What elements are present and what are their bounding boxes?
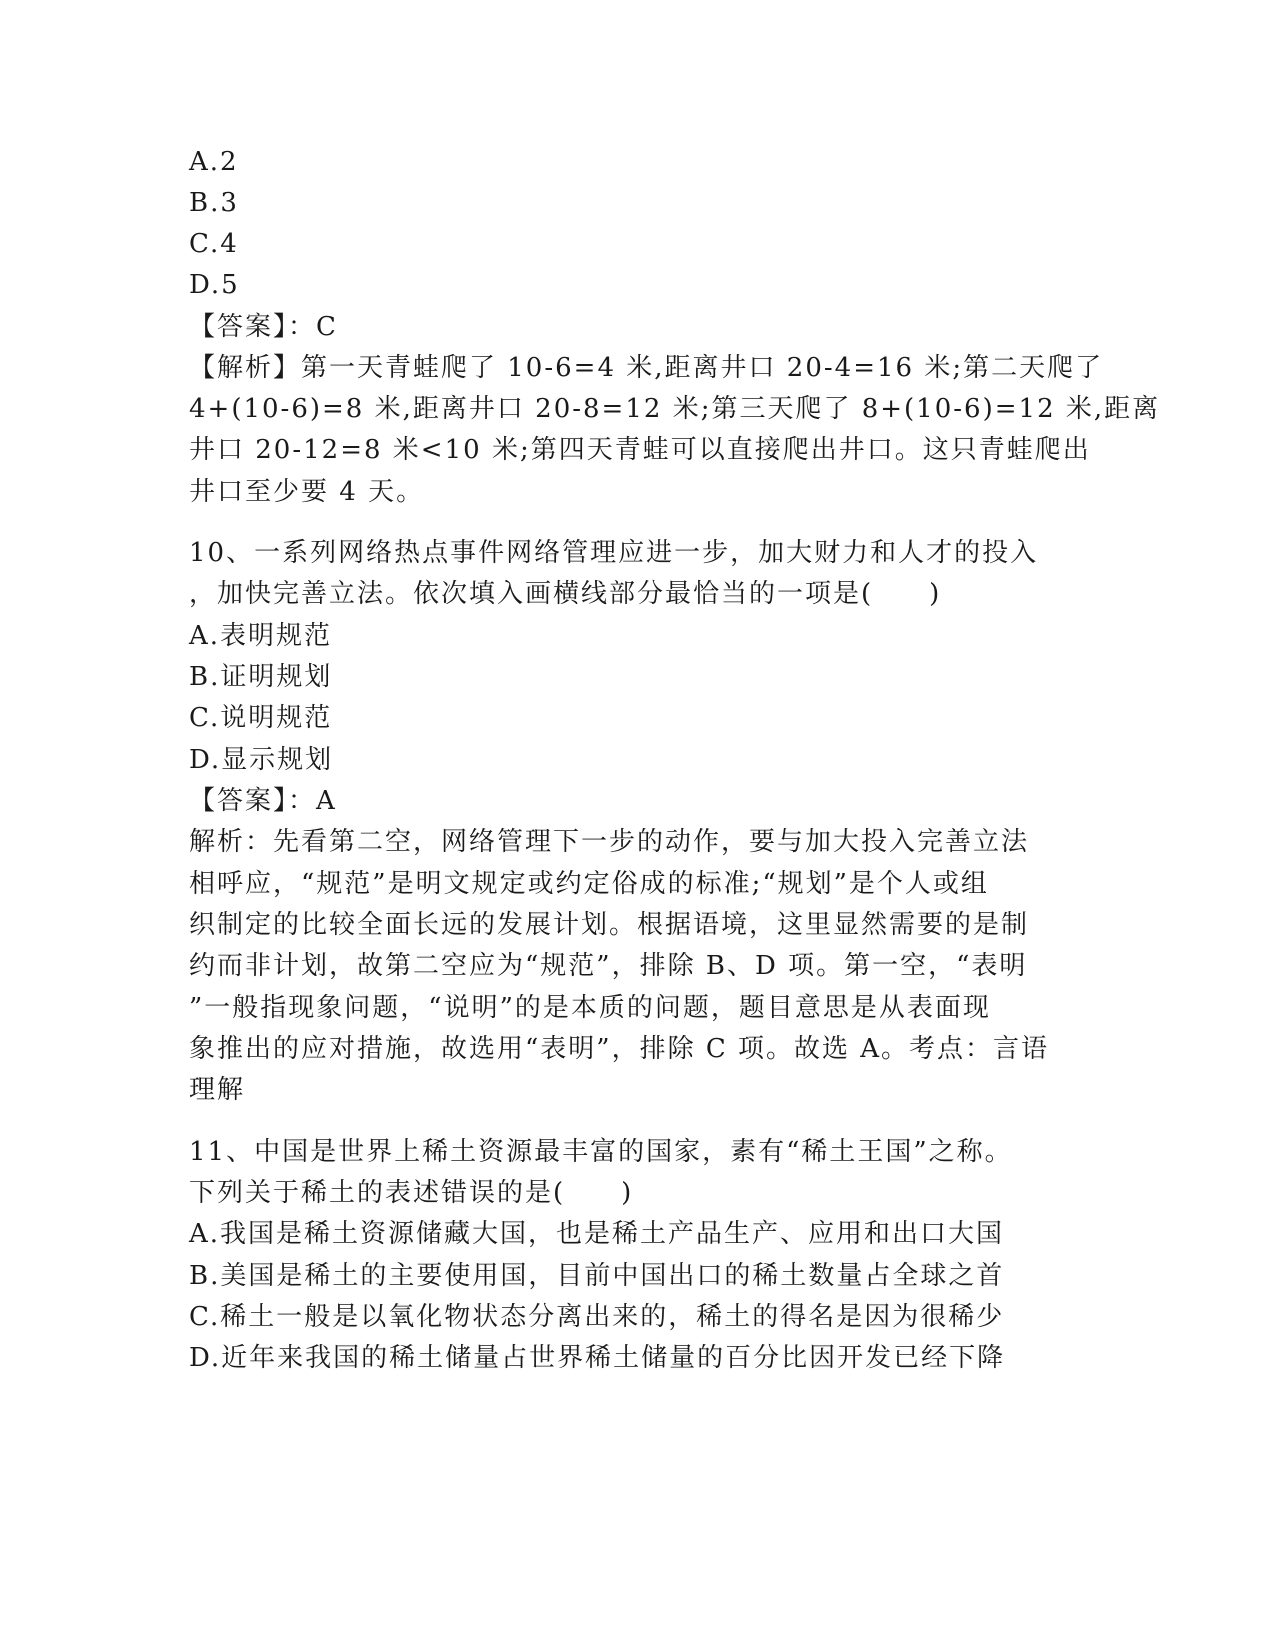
q10-option-d: D.显示规划 (189, 745, 334, 775)
q10-answer: 【答案】：A (189, 786, 337, 816)
q9-answer: 【答案】：C (189, 312, 338, 342)
q10-analysis-line: ”一般指现象问题，“说明”的是本质的问题，题目意思是从表面现 (189, 993, 991, 1023)
q9-option-b: B.3 (189, 188, 239, 218)
q10-stem-line: 10、一系列网络热点事件网络管理应进一步，加大财力和人才的投入 (189, 538, 1039, 568)
q10-analysis-line: 理解 (189, 1075, 246, 1105)
q9-analysis-line: 井口至少要 4 天。 (189, 477, 425, 507)
q9-analysis-line: 【解析】第一天青蛙爬了 10-6=4 米,距离井口 20-4=16 米;第二天爬了 (189, 353, 1104, 383)
q9-option-a: A.2 (189, 147, 239, 177)
q10-option-c: C.说明规范 (189, 703, 333, 733)
q9-option-d: D.5 (189, 270, 240, 300)
q10-option-b: B.证明规划 (189, 662, 333, 692)
q10-analysis-line: 约而非计划，故第二空应为“规范”，排除 B、D 项。第一空，“表明 (189, 951, 1028, 981)
q11-option-d: D.近年来我国的稀土储量占世界稀土储量的百分比因开发已经下降 (189, 1343, 1006, 1373)
q10-option-a: A.表明规范 (189, 621, 333, 651)
q10-analysis-line: 解析：先看第二空，网络管理下一步的动作，要与加大投入完善立法 (189, 827, 1030, 857)
q11-option-a: A.我国是稀土资源储藏大国，也是稀土产品生产、应用和出口大国 (189, 1219, 1005, 1249)
q10-analysis-line: 织制定的比较全面长远的发展计划。根据语境，这里显然需要的是制 (189, 910, 1030, 940)
q11-stem-line: 11、中国是世界上稀土资源最丰富的国家，素有“稀土王国”之称。 (189, 1137, 1013, 1167)
q9-analysis-line: 井口 20-12=8 米<10 米;第四天青蛙可以直接爬出井口。这只青蛙爬出 (189, 435, 1091, 465)
q10-analysis-line: 象推出的应对措施，故选用“表明”，排除 C 项。故选 A。考点：言语 (189, 1034, 1050, 1064)
q10-stem-line: ，加快完善立法。依次填入画横线部分最恰当的一项是( ) (189, 579, 942, 609)
q9-analysis-line: 4+(10-6)=8 米,距离井口 20-8=12 米;第三天爬了 8+(10-6)=12 米,距离 (189, 394, 1161, 424)
q11-option-b: B.美国是稀土的主要使用国，目前中国出口的稀土数量占全球之首 (189, 1261, 1005, 1291)
q11-option-c: C.稀土一般是以氧化物状态分离出来的，稀土的得名是因为很稀少 (189, 1302, 1005, 1332)
q10-analysis-line: 相呼应，“规范”是明文规定或约定俗成的标准;“规划”是个人或组 (189, 869, 989, 899)
q11-stem-line: 下列关于稀土的表述错误的是( ) (189, 1178, 634, 1208)
q9-option-c: C.4 (189, 229, 239, 259)
